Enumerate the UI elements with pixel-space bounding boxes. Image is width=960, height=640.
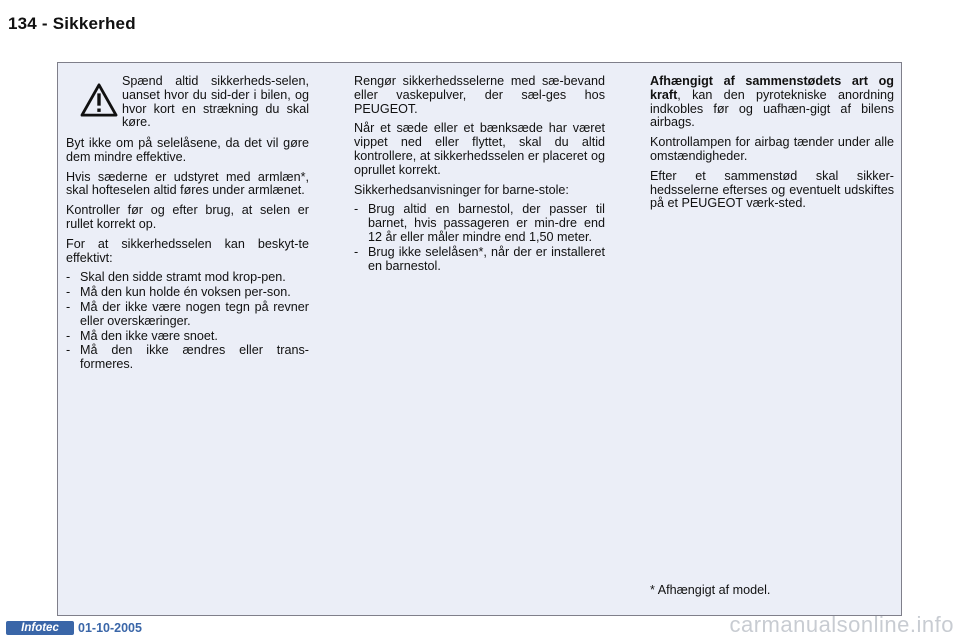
paragraph: Når et sæde eller et bænksæde har været vippet ned eller flyttet, skal du altid kontrollere, at sikkerhedsselen er placeret og oprullet korrekt. [354,121,605,177]
column-1 [66,75,309,378]
content-panel [57,62,902,616]
column-2 [354,75,605,279]
watermark: carmanualsonline.info [729,612,954,637]
paragraph: For at sikkerhedsselen kan beskyt-te effektivt: [66,236,309,265]
paragraph: Sikkerhedsanvisninger for barne-stole: [354,182,569,197]
list-item: - Brug altid en barnestol, der passer til barnet, hvis passageren er min-dre end 12 år eller måler mindre end 1,50 meter. [354,203,605,244]
list-item: - Må den ikke ændres eller trans-formeres. [66,344,309,372]
list-item: - Skal den sidde stramt mod krop-pen. [66,271,309,285]
bold-lead: Afhængigt af sammenstødets art og kraft [650,74,894,102]
warning-block [66,75,309,131]
infotec-logo: Infotec [6,621,74,635]
paragraph: Byt ikke om på selelåsene, da det vil gøre dem mindre effektive. [66,136,309,164]
footer-date: 01-10-2005 [78,621,142,635]
section-title: Sikkerhed [52,14,136,33]
list-item: - Må den kun holde én voksen per-son. [66,286,309,300]
footnote: * Afhængigt af model. [650,583,771,597]
column-3 [650,75,894,217]
header-separator: - [41,14,48,33]
page-header [8,14,136,34]
page-number: 134 [8,14,37,33]
paragraph: Rengør sikkerhedsselerne med sæ-bevand eller vaskepulver, der sæl-ges hos PEUGEOT. [354,74,605,116]
paragraph: Kontroller før og efter brug, at selen er rullet korrekt op. [66,203,309,231]
paragraph-rest: , kan den pyrotekniske anordning indkobles før og uafhæn-gigt af bilens airbags. [650,87,894,130]
warning-triangle-icon [80,83,118,117]
list-item: - Brug ikke selelåsen*, når der er installeret en barnestol. [354,246,605,274]
paragraph [650,75,894,130]
requirements-list [66,271,309,372]
paragraph: Kontrollampen for airbag tænder under alle omstændigheder. [650,135,894,163]
paragraph: Hvis sæderne er udstyret med armlæn*, skal hofteselen altid føres under armlænet. [66,169,309,198]
warning-text: Spænd altid sikkerheds-selen, uanset hvor du sid-der i bilen, og hvor kort en strækning du skal køre. [122,74,309,130]
list-item: - Må den ikke være snoet. [66,330,309,344]
list-item: - Må der ikke være nogen tegn på revner eller overskæringer. [66,301,309,329]
paragraph: Efter et sammenstød skal sikker-hedsselerne efterses og eventuelt udskiftes på et PEUGEOT værk-sted. [650,168,894,211]
child-seat-list [354,203,605,273]
